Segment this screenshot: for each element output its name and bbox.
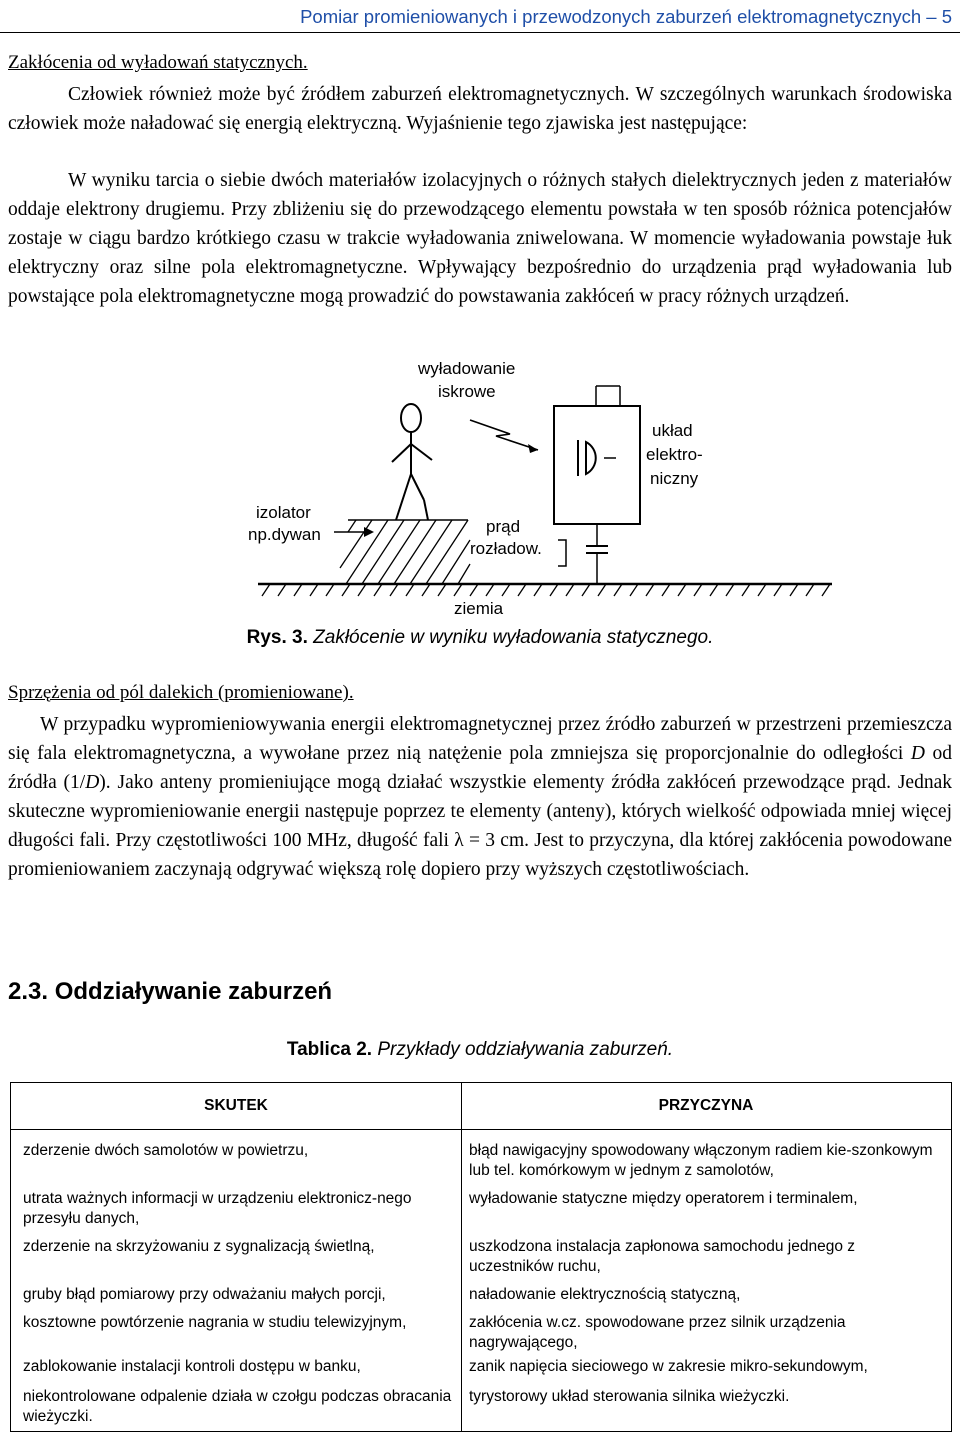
paragraph-text: Człowiek również może być źródłem zaburzeń elektromagnetycznych. W szczególnych warunkach środowiska człowiek może naładować się energią elektryczną. Wyjaśnienie tego zjawiska jest następujące:	[8, 84, 952, 134]
paragraph-text: od źródła (1/	[8, 743, 952, 793]
table-caption-text: Przykłady oddziaływania zaburzeń.	[377, 1039, 674, 1060]
effects-causes-table	[10, 1082, 952, 1432]
label-device-2: elektro-	[646, 445, 703, 464]
current-bracket	[558, 540, 566, 566]
insulator-arrowhead	[364, 527, 374, 537]
table-cell-effect: zablokowanie instalacji kontroli dostępu w banku,	[23, 1358, 361, 1375]
paragraph-radiated	[8, 710, 952, 884]
person-figure	[392, 404, 432, 520]
table-caption	[0, 1039, 960, 1061]
paragraph-text: ). Jako anteny promieniujące mogą działać wszystkie elementy źródła zakłóceń przewodzące prąd. Jednak skuteczne wypromieniowanie energii następuje poprzez te elementy (anteny), których wielkość odpowiada mniej więcej długości fali. Przy częstotliwości 100 MHz, długość fali	[8, 772, 952, 851]
distance-symbol: D	[85, 772, 100, 793]
table-cell-cause: tyrystorowy układ sterowania silnika wieżyczki.	[469, 1388, 790, 1405]
running-title: Pomiar promieniowanych i przewodzonych zaburzeń elektromagnetycznych – 5	[300, 6, 952, 27]
label-device-1: układ	[652, 421, 693, 440]
table-cell-effect: niekontrolowane odpalenie działa w czołgu podczas obracania wieżyczki.	[23, 1388, 452, 1425]
label-device-3: niczny	[650, 469, 699, 488]
device-element	[586, 442, 596, 474]
label-ground: ziemia	[454, 599, 504, 618]
figure-caption-number: Rys. 3.	[246, 627, 308, 648]
label-current-2: rozładow.	[470, 539, 542, 558]
section-title-static-discharge: Zakłócenia od wyładowań statycznych.	[8, 52, 308, 73]
ground-hatching	[262, 584, 830, 596]
table-cell-effect: gruby błąd pomiarowy przy odważaniu małych porcji,	[23, 1286, 386, 1303]
table-header-divider	[11, 1129, 951, 1130]
table-header-cause: PRZYCZYNA	[658, 1097, 754, 1114]
paragraph-text: W przypadku wypromieniowywania energii elektromagnetycznej przez źródło zaburzeń w przestrzeni przemieszcza się fala elektromagnetyczna, a wywołane przez nią natężenie pola zmniejsza się proporcjonalnie do odległości	[8, 714, 952, 764]
page-header	[0, 6, 960, 33]
figure-caption	[0, 627, 960, 649]
paragraph-text: W wyniku tarcia o siebie dwóch materiałów izolacyjnych o różnych stałych dielektrycznych jeden z materiałów oddaje elektrony drugiemu. Przy zbliżeniu się do przewodzącego elementu powstała w ten sposób różnica potencjałów zostaje w ciągu bardzo krótkiego czasu w trakcie wyładowania zniwelowana. W momencie wyładowania powstaje łuk elektryczny oraz silne pola elektromagnetyczne. Wpływający bezpośrednio do urządzenia prąd wyładowania lub powstające pola elektromagnetyczne mogą prowadzić do powstawania zakłóceń w pracy różnych urządzeń.	[8, 170, 952, 307]
table-cell-cause: zakłócenia w.cz. spowodowane przez silnik urządzenia nagrywającego,	[469, 1314, 846, 1351]
table-caption-number: Tablica 2.	[286, 1039, 373, 1060]
table-cell-cause: uszkodzona instalacja zapłonowa samochodu jednego z uczestników ruchu,	[469, 1238, 856, 1275]
distance-symbol: D	[910, 743, 925, 764]
section-heading-interactions: 2.3. Oddziaływanie zaburzeń	[8, 978, 333, 1005]
label-spark-discharge: wyładowanie	[418, 359, 516, 378]
table-cell-effect: zderzenie dwóch samolotów w powietrzu,	[23, 1142, 309, 1159]
table-cell-effect: utrata ważnych informacji w urządzeniu elektronicz-nego przesyłu danych,	[23, 1190, 412, 1227]
spark-line	[470, 420, 538, 450]
label-insulator-2: np.dywan	[248, 525, 321, 544]
label-spark-discharge-2: iskrowe	[438, 382, 496, 401]
table-cell-cause: błąd nawigacyjny spowodowany włączonym radiem kie-szonkowym lub tel. komórkowym w jednym z samolotów,	[469, 1142, 933, 1179]
table-cell-cause: zanik napięcia sieciowego w zakresie mikro-sekundowym,	[469, 1358, 868, 1375]
label-current-1: prąd	[486, 517, 521, 536]
paragraph-static-explanation	[8, 166, 952, 311]
figure-caption-text: Zakłócenie w wyniku wyładowania statycznego.	[313, 627, 714, 648]
label-insulator-1: izolator	[256, 503, 311, 522]
table-cell-cause: naładowanie elektrycznością statyczną,	[469, 1286, 741, 1303]
paragraph-text: . Jest to przyczyna, dla której zakłócenia powodowane promieniowaniem zaczynają odgrywać większą rolę dopiero przy wyższych częstotliwościach.	[8, 830, 953, 880]
wavelength-formula: λ = 3 cm	[454, 830, 525, 851]
carpet-hatching	[340, 520, 470, 584]
device-box	[554, 406, 640, 524]
table-cell-effect: kosztowne powtórzenie nagrania w studiu telewizyjnym,	[23, 1314, 407, 1331]
table-column-divider	[461, 1083, 462, 1431]
section-title-far-field: Sprzężenia od pól dalekich (promieniowane).	[8, 682, 354, 703]
table-header-effect: SKUTEK	[204, 1097, 268, 1114]
table-cell-effect: zderzenie na skrzyżowaniu z sygnalizacją świetlną,	[23, 1238, 375, 1255]
spark-arrowhead	[528, 444, 538, 453]
paragraph-static-intro	[8, 80, 952, 138]
table-cell-cause: wyładowanie statyczne między operatorem i terminalem,	[469, 1190, 858, 1207]
figure-static-discharge	[0, 350, 960, 650]
